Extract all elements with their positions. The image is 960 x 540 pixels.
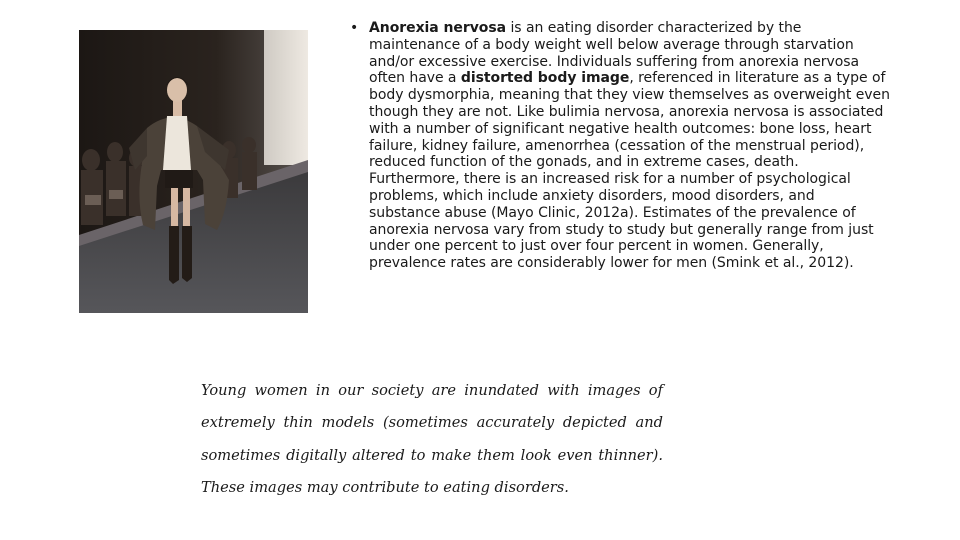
term-anorexia-nervosa: Anorexia nervosa xyxy=(369,20,507,36)
caption-line-1: Young women in our society are inundated with images of xyxy=(201,382,663,399)
photo-caption xyxy=(201,375,663,505)
caption-line-2: extremely thin models (sometimes accurately depicted and xyxy=(201,414,663,432)
caption-line-3: sometimes digitally altered to make them look even thinner). xyxy=(201,446,663,464)
bullet-paragraph xyxy=(350,20,890,272)
term-distorted-body-image: distorted body image xyxy=(460,70,630,87)
bullet-text-part-2: , referenced in literature as a type of body dysmorphia, meaning that they view themselves as overweight even though they are not. Like bulimia nervosa, anorexia nervosa is associated with a number of significant negative health outcomes: bone loss, heart failure, kidney failure, amenorrhea (cessation of the menstrual period), reduced function of the gonads, and in extreme cases, death. Furthermore, there is an increased risk for a number of psychological problems, which include anxiety disorders, mood disorders, and substance abuse (Mayo Clinic, 2012a). Estimates of the prevalence of anorexia nervosa vary from study to study but generally range from just under one percent to just over four percent in women. Generally, prevalence rates are considerably lower for men (Smink et al., 2012). xyxy=(369,70,890,272)
caption-line-4: These images may contribute to eating disorders. xyxy=(201,479,569,497)
bullet-text-part-1: is an eating disorder characterized by the maintenance of a body weight well below average through starvation and/or excessive exercise. Individuals suffering from anorexia nervosa often have a xyxy=(369,20,860,87)
bullet-marker: • xyxy=(350,20,359,36)
bullet-text xyxy=(369,20,890,272)
runway-model-photo xyxy=(79,30,308,313)
